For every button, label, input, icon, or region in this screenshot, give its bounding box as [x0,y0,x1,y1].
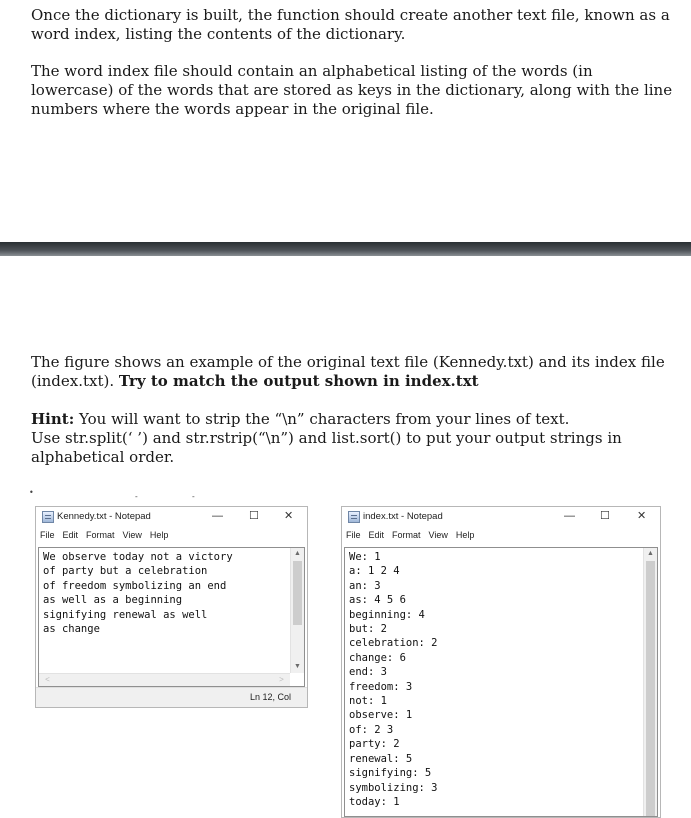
hint-text: You will want to strip the “\n” characters from your lines of text. [74,410,570,428]
vertical-scrollbar[interactable] [643,548,657,816]
kennedy-notepad-window [35,506,308,708]
menu-view[interactable]: View [122,530,142,540]
description-line: lowercase) of the words that are stored as keys in the dictionary, along with the line [31,81,673,99]
menu-bar [40,530,176,540]
page-divider [0,242,691,256]
minimize-button[interactable]: — [564,510,575,522]
close-button[interactable]: ✕ [637,510,647,522]
intro-paragraph [31,6,671,44]
description-line: numbers where the words appear in the original file. [31,100,434,118]
scroll-up-arrow-icon[interactable]: ▲ [647,550,654,557]
editor-text[interactable]: We: 1 a: 1 2 4 an: 3 as: 4 5 6 beginning: 4 but: 2 celebration: 2 change: 6 end: 3 freedom: 3 not: 1 observe: 1 of: 2 3 party: 2 renewal: 5 signifying: 5 symbolizing: 3 today: 1 [349,551,438,808]
stray-dash: - [135,492,138,501]
window-title: index.txt - Notepad [363,511,443,522]
hint-line: alphabetical order. [31,448,175,466]
menu-help[interactable]: Help [149,530,169,540]
figure-line: The figure shows an example of the original text file (Kennedy.txt) and its index file [31,353,665,371]
match-output-instruction: Try to match the output shown in index.txt [118,372,479,390]
scroll-up-arrow-icon[interactable]: ▲ [294,550,301,557]
notepad-icon [348,511,360,523]
description-line: The word index file should contain an alphabetical listing of the words (in [31,62,593,80]
menu-edit[interactable]: Edit [368,530,385,540]
scroll-down-arrow-icon[interactable]: ▼ [294,663,301,670]
menu-help[interactable]: Help [455,530,475,540]
scroll-left-arrow-icon[interactable]: < [45,675,50,684]
editor-text[interactable]: We observe today not a victory of party but a celebration of freedom symbolizing an end as well as a beginning signifying renewal as well as change [43,551,233,636]
maximize-button[interactable]: ☐ [249,510,259,522]
menu-file[interactable]: File [346,530,361,540]
maximize-button[interactable]: ☐ [600,510,610,522]
intro-line: word index, listing the contents of the dictionary. [31,25,406,43]
menu-file[interactable]: File [40,530,55,540]
scroll-thumb[interactable] [646,561,655,817]
hint-label: Hint: [31,410,75,428]
figure-line [31,372,671,391]
window-title: Kennedy.txt - Notepad [57,511,151,522]
hint-line [31,410,671,429]
menu-bar [346,530,482,540]
index-description-paragraph [31,62,671,119]
close-button[interactable]: ✕ [284,510,294,522]
stray-dot: • [29,488,34,497]
vertical-scrollbar[interactable] [290,548,304,673]
figure-description-paragraph [31,353,671,391]
minimize-button[interactable]: — [212,510,223,522]
title-bar[interactable] [36,507,307,529]
text-editor[interactable] [38,547,305,687]
menu-view[interactable]: View [428,530,448,540]
title-bar[interactable] [342,507,660,529]
hint-paragraph [31,410,671,467]
scroll-right-arrow-icon[interactable]: > [279,675,284,684]
menu-edit[interactable]: Edit [62,530,79,540]
text-editor[interactable] [344,547,658,817]
stray-dash: - [192,492,195,501]
cursor-position: Ln 12, Col [250,692,292,702]
notepad-icon [42,511,54,523]
menu-format[interactable]: Format [392,530,421,540]
hint-line: Use str.split(‘ ’) and str.rstrip(“\n”) and list.sort() to put your output strings in [31,429,622,447]
scroll-thumb[interactable] [293,561,302,625]
menu-format[interactable]: Format [86,530,115,540]
status-bar [36,687,307,707]
horizontal-scrollbar[interactable] [39,673,290,686]
intro-line: Once the dictionary is built, the function should create another text file, known as a [31,6,670,24]
figure-line-start: (index.txt). [31,372,119,390]
index-notepad-window [341,506,661,818]
